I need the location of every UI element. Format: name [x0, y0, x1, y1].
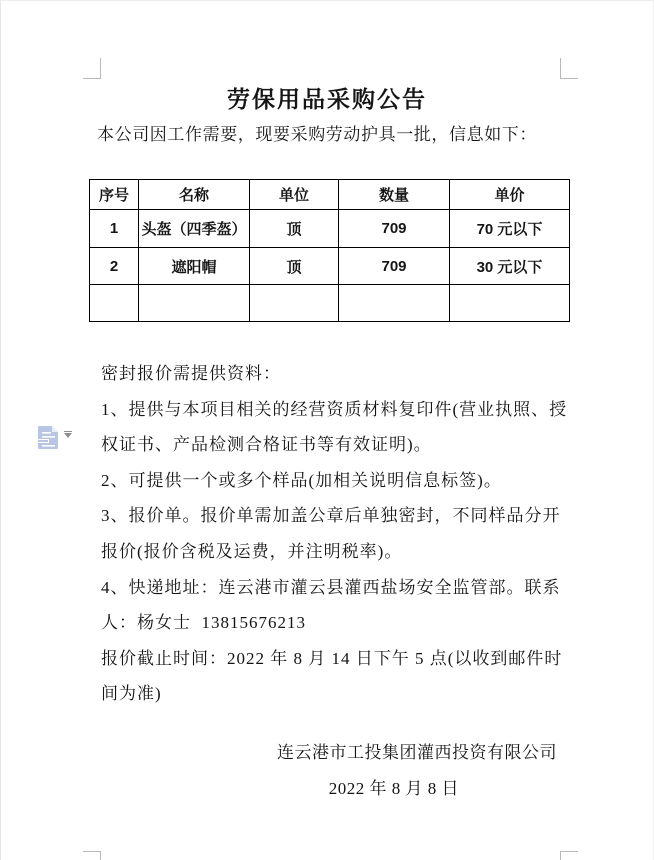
cell-quantity: 709 [339, 248, 450, 285]
cell-name [139, 285, 250, 322]
cell-index: 2 [90, 248, 139, 285]
body-line: 密封报价需提供资料： [101, 364, 281, 383]
cell-name: 遮阳帽 [139, 248, 250, 285]
cell-price: 30 元以下 [450, 248, 570, 285]
body-line: 人：杨女士 13815676213 [101, 613, 306, 633]
column-header: 单位 [250, 180, 339, 210]
margin-crop-mark-bottom-right [560, 851, 578, 860]
body-line: 报价截止时间：2022 年 8 月 14 日下午 5 点(以收到邮件时 [101, 648, 563, 668]
body-line: 报价(报价含税及运费，并注明税率)。 [101, 541, 403, 561]
column-header: 名称 [139, 180, 250, 210]
body-line: 4、快递地址：连云港市灌云县灌西盐场安全监管部。联系 [101, 577, 561, 597]
column-header: 单价 [450, 180, 570, 210]
cell-quantity: 709 [339, 210, 450, 248]
table-header-row [90, 180, 570, 210]
cell-unit: 顶 [250, 248, 339, 285]
dropdown-arrow-icon[interactable] [64, 433, 72, 438]
paste-options-button[interactable] [37, 423, 75, 451]
items-table [89, 179, 570, 322]
column-header: 数量 [339, 180, 450, 210]
margin-crop-mark-top-left [83, 58, 101, 79]
table-row [90, 210, 570, 248]
cell-price [450, 285, 570, 322]
table-row-empty [90, 285, 570, 322]
paste-options-icon [37, 425, 60, 450]
cell-unit: 顶 [250, 210, 339, 248]
margin-crop-mark-bottom-left [83, 851, 101, 860]
column-header: 序号 [90, 180, 139, 210]
body-line: 权证书、产品检测合格证书等有效证明)。 [101, 435, 432, 455]
cell-price: 70 元以下 [450, 210, 570, 248]
intro-paragraph: 本公司因工作需要，现要采购劳动护具一批，信息如下： [97, 125, 537, 144]
margin-crop-mark-top-right [560, 58, 578, 79]
cell-name: 头盔（四季盔） [139, 210, 250, 248]
body-line: 2、可提供一个或多个样品(加相关说明信息标签)。 [101, 470, 502, 490]
signature-date: 2022 年 8 月 8 日 [328, 779, 459, 798]
page-title: 劳保用品采购公告 [227, 87, 427, 112]
cell-index: 1 [90, 210, 139, 248]
body-line: 间为准) [101, 684, 162, 704]
body-line: 1、提供与本项目相关的经营资质材料复印件(营业执照、授 [101, 399, 568, 419]
body-text [101, 356, 571, 712]
cell-unit [250, 285, 339, 322]
signature-company: 连云港市工投集团灌西投资有限公司 [277, 743, 557, 762]
cell-quantity [339, 285, 450, 322]
body-line: 3、报价单。报价单需加盖公章后单独密封，不同样品分开 [101, 506, 561, 526]
cell-index [90, 285, 139, 322]
table-row [90, 248, 570, 285]
